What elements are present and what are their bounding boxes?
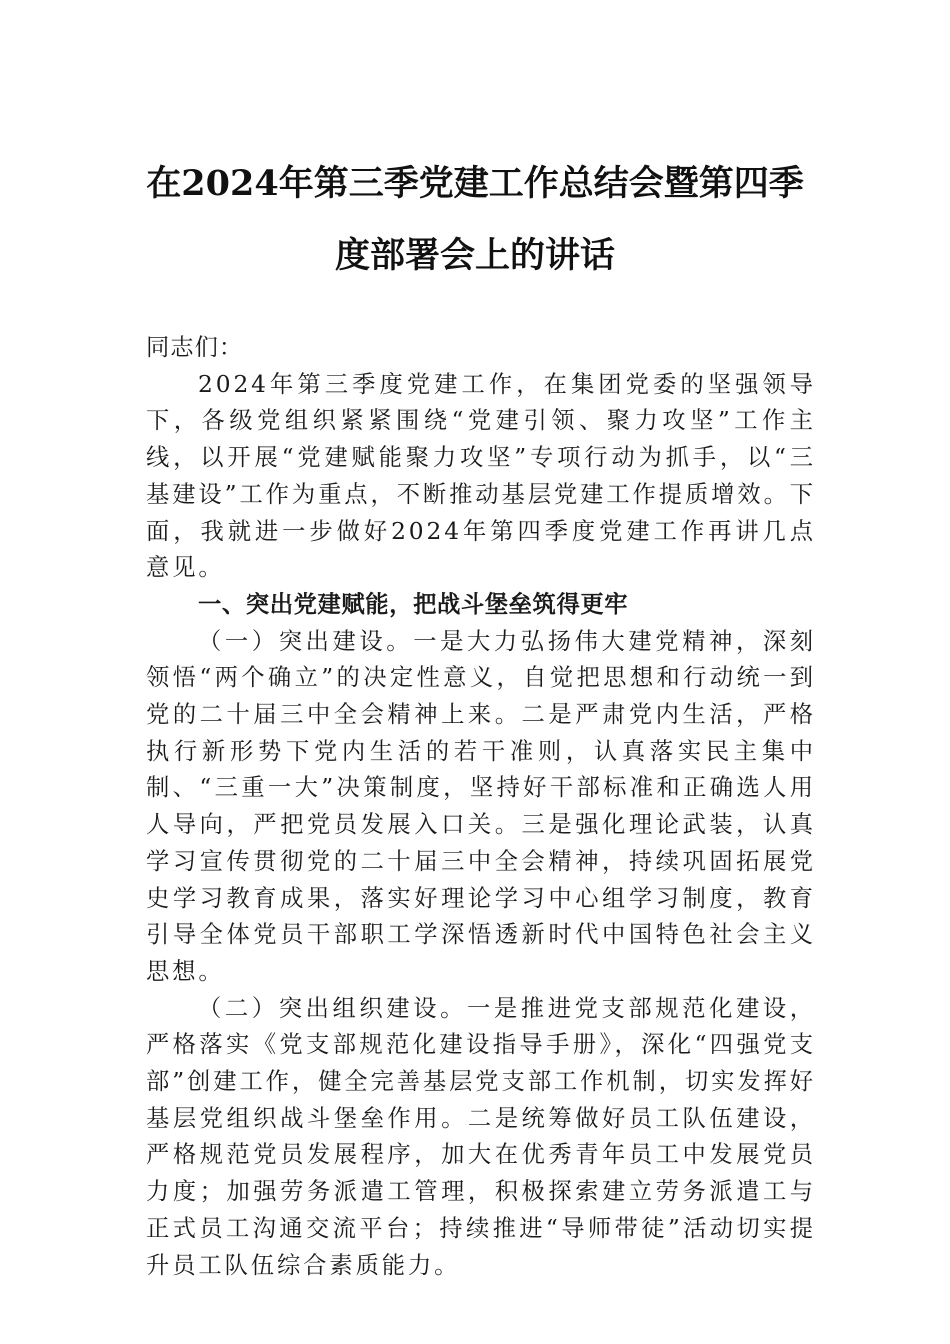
document-title-line-2: 度部署会上的讲话 [334, 235, 615, 276]
salutation: 同志们： [146, 334, 244, 361]
document-title-line-1: 在2024年第三季党建工作总结会暨第四季 [146, 163, 804, 204]
section-1-heading: 一、突出党建赋能，把战斗堡垒筑得更牢 [198, 590, 629, 618]
intro-paragraph: 2024年第三季度党建工作，在集团党委的坚强领导下，各级党组织紧紧围绕“党建引领、聚力攻坚”工作主线，以开展“党建赋能聚力攻坚”专项行动为抓手，以“三基建设”工作为重点，不断推动基层党建工作提质增效。下面，我就进一步做好2024年第四季度党建工作再讲几点意见。 [146, 370, 816, 582]
section-1-item-1-paragraph: （一）突出建设。一是大力弘扬伟大建党精神，深刻领悟“两个确立”的决定性意义，自觉把思想和行动统一到党的二十届三中全会精神上来。二是严肃党内生活，严格执行新形势下党内生活的若干准则，认真落实民主集中制、“三重一大”决策制度，坚持好干部标准和正确选人用人导向，严把党员发展入口关。三是强化理论武装，认真学习宣传贯彻党的二十届三中全会精神，持续巩固拓展党史学习教育成果，落实好理论学习中心组学习制度，教育引导全体党员干部职工学深悟透新时代中国特色社会主义思想。 [146, 627, 816, 985]
document-body [146, 330, 816, 1284]
section-1-item-2-paragraph: （二）突出组织建设。一是推进党支部规范化建设，严格落实《党支部规范化建设指导手册》，深化“四强党支部”创建工作，健全完善基层党支部工作机制，切实发挥好基层党组织战斗堡垒作用。二是统筹做好员工队伍建设，严格规范党员发展程序，加大在优秀青年员工中发展党员力度；加强劳务派遣工管理，积极探索建立劳务派遣工与正式员工沟通交流平台；持续推进“导师带徒”活动切实提升员工队伍综合素质能力。 [146, 994, 816, 1279]
